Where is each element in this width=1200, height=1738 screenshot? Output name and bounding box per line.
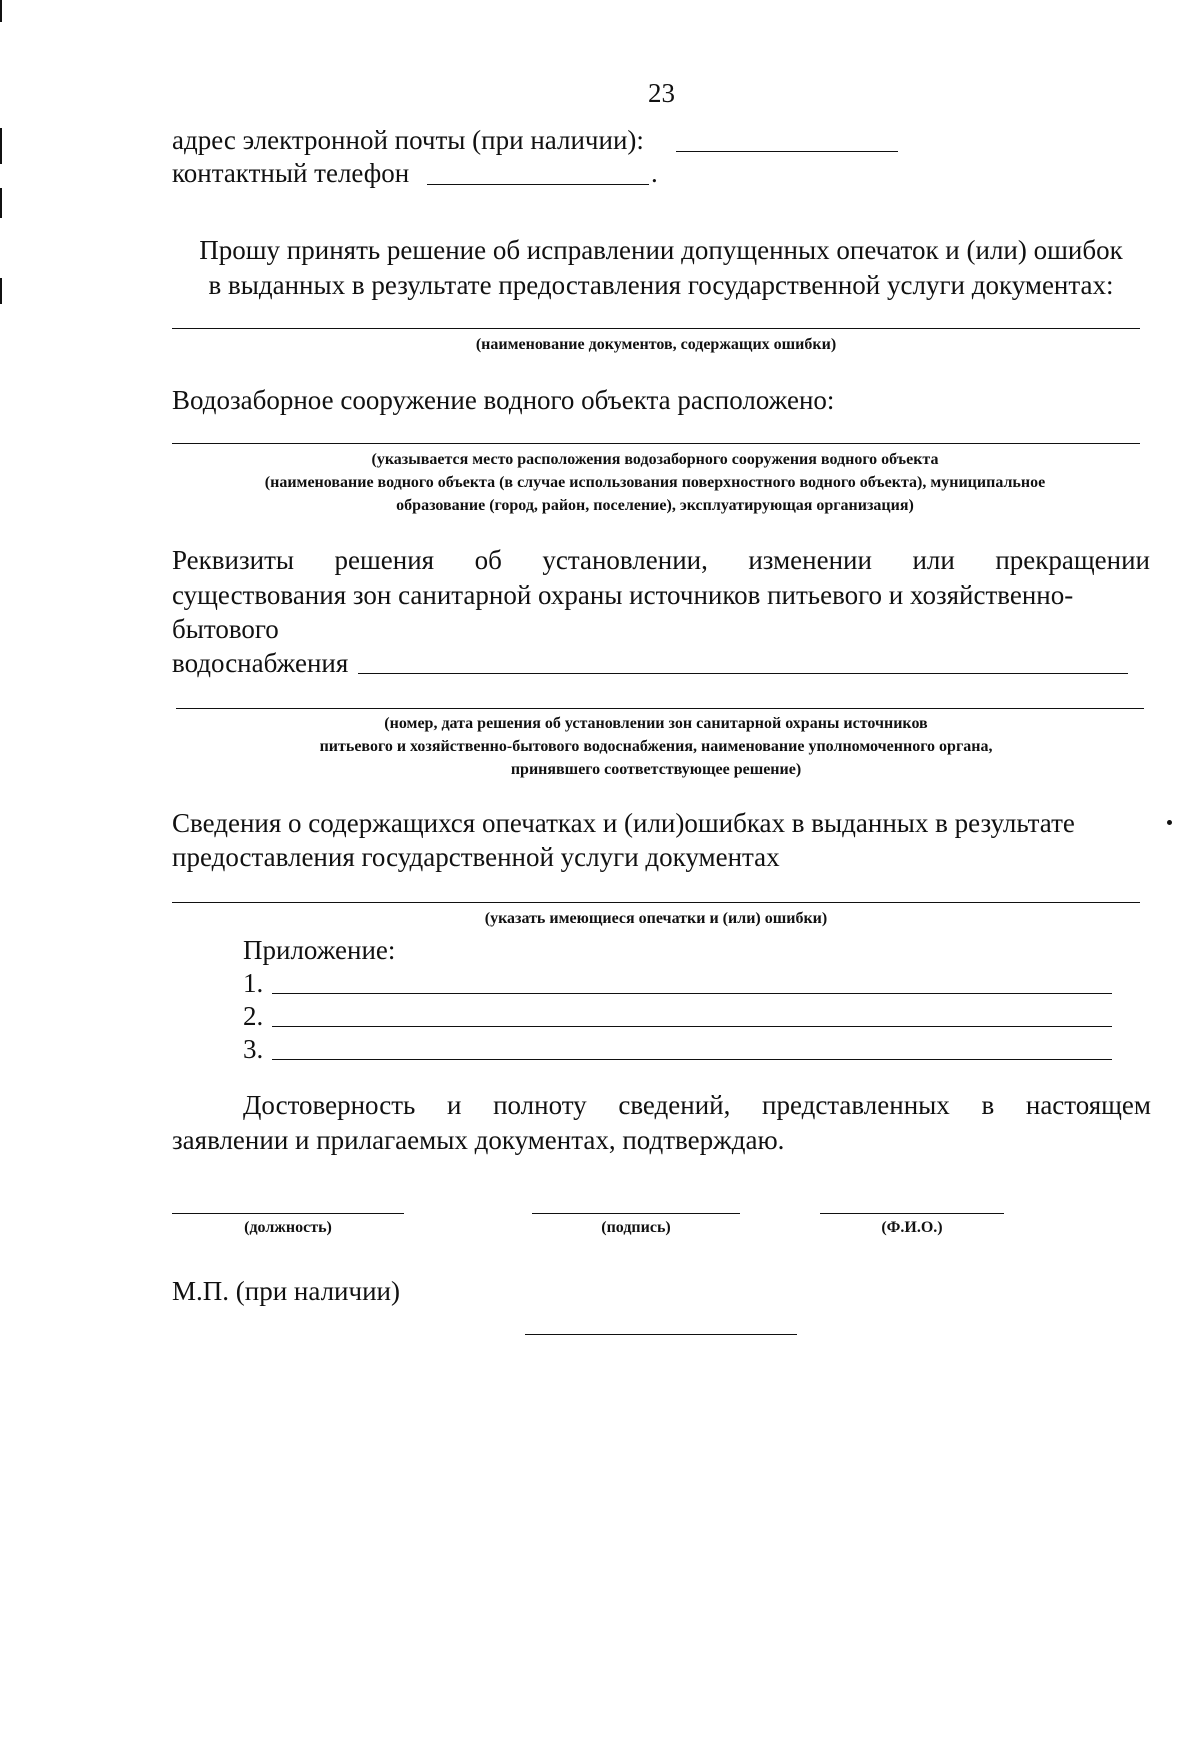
errors-field-line[interactable] <box>172 902 1140 903</box>
attachment-item-1-line[interactable] <box>272 993 1112 994</box>
signature-field-line[interactable] <box>532 1213 740 1214</box>
position-field-line[interactable] <box>172 1213 404 1214</box>
attachment-item-2-line[interactable] <box>272 1026 1112 1027</box>
requisites-line2: существования зон санитарной охраны источников питьевого и хозяйственно- <box>172 580 1074 610</box>
request-line1: Прошу принять решение об исправлении допущенных опечаток и (или) ошибок <box>199 235 1123 265</box>
location-label: Водозаборное сооружение водного объекта расположено: <box>172 385 835 415</box>
errors-line1: Сведения о содержащихся опечатках и (или)ошибках в выданных в результате <box>172 808 1075 838</box>
phone-field-line[interactable] <box>427 184 649 185</box>
location-caption-3: образование (город, район, поселение), эксплуатирующая организация) <box>396 497 914 514</box>
margin-mark <box>0 188 2 218</box>
requisites-field-line-2[interactable] <box>176 708 1144 709</box>
request-line2: в выданных в результате предоставления государственной услуги документах: <box>208 270 1114 300</box>
requisites-line1: Реквизиты решения об установлении, изменении или прекращении <box>172 545 1150 575</box>
email-label: адрес электронной почты (при наличии): <box>172 125 644 155</box>
position-caption: (должность) <box>244 1219 332 1236</box>
email-field-line[interactable] <box>676 151 898 152</box>
phone-end: . <box>651 158 658 188</box>
documents-caption: (наименование документов, содержащих ошибки) <box>475 336 837 353</box>
errors-caption: (указать имеющиеся опечатки и (или) ошибки) <box>484 910 828 927</box>
stamp-field-line[interactable] <box>525 1334 797 1335</box>
margin-mark <box>0 128 2 164</box>
margin-mark <box>0 0 2 22</box>
location-field-line[interactable] <box>172 443 1140 444</box>
requisites-line4: водоснабжения <box>172 648 349 678</box>
requisites-caption-3: принявшего соответствующее решение) <box>510 761 802 778</box>
attachment-item-3: 3. <box>243 1034 264 1064</box>
requisites-line3: бытового <box>172 614 279 644</box>
stamp-label: М.П. (при наличии) <box>172 1276 400 1306</box>
phone-label: контактный телефон <box>172 158 410 188</box>
attachment-item-2: 2. <box>243 1001 264 1031</box>
page-number: 23 <box>648 78 675 108</box>
confirmation-line2: заявлении и прилагаемых документах, подтверждаю. <box>172 1125 785 1155</box>
margin-dot <box>1167 820 1172 825</box>
documents-field-line[interactable] <box>172 328 1140 329</box>
name-field-line[interactable] <box>820 1213 1004 1214</box>
attachment-item-1: 1. <box>243 968 264 998</box>
attachment-title: Приложение: <box>243 935 396 965</box>
errors-line2: предоставления государственной услуги документах <box>172 842 780 872</box>
location-caption-2: (наименование водного объекта (в случае использования поверхностного водного объекта), муниципальное <box>264 474 1046 491</box>
name-caption: (Ф.И.О.) <box>881 1219 943 1236</box>
requisites-caption-1: (номер, дата решения об установлении зон санитарной охраны источников <box>384 715 928 732</box>
attachment-item-3-line[interactable] <box>272 1059 1112 1060</box>
requisites-caption-2: питьевого и хозяйственно-бытового водоснабжения, наименование уполномоченного органа, <box>319 738 993 755</box>
signature-caption: (подпись) <box>601 1219 671 1236</box>
requisites-field-line[interactable] <box>358 673 1128 674</box>
confirmation-line1: Достоверность и полноту сведений, представленных в настоящем <box>243 1090 1151 1120</box>
location-caption-1: (указывается место расположения водозаборного сооружения водного объекта <box>371 451 939 468</box>
margin-mark <box>0 278 2 304</box>
